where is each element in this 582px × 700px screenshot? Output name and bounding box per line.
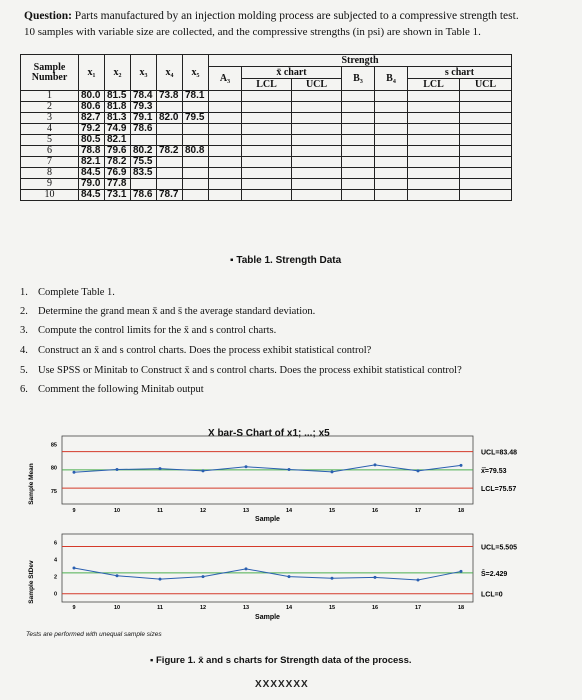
measurement-cell: 73.8: [157, 91, 183, 102]
measurement-cell: 82.1: [105, 135, 131, 146]
measurement-cell: 78.6: [131, 190, 157, 201]
data-point: [245, 465, 248, 468]
data-point: [374, 576, 377, 579]
data-point: [116, 468, 119, 471]
task-number: 6.: [20, 384, 28, 395]
x-tick-label: 9: [72, 605, 76, 611]
measurement-cell: 80.2: [131, 146, 157, 157]
task-number: 4.: [20, 345, 28, 356]
y-axis-label: Sample StDev: [28, 560, 35, 604]
measurement-cell: 81.8: [105, 102, 131, 113]
measurement-cell: 77.8: [105, 179, 131, 190]
data-point: [288, 468, 291, 471]
y-tick-label: 4: [53, 557, 57, 564]
sample-number-cell: 5: [21, 135, 79, 146]
task-number: 1.: [20, 287, 28, 298]
x-tick-label: 10: [113, 605, 121, 611]
plot-frame: [62, 534, 473, 602]
strength-header: Strength: [209, 55, 512, 67]
xbar-lcl-header: LCL: [242, 79, 292, 91]
col-x5: x₅: [183, 55, 209, 91]
data-point: [331, 577, 334, 580]
lcl-label: LCL=0: [481, 591, 503, 599]
y-tick-label: 0: [53, 591, 57, 598]
x-tick-label: 17: [414, 508, 422, 514]
data-point: [374, 463, 377, 466]
question-label: Question:: [24, 10, 72, 22]
sample-label: Sample: [33, 61, 66, 73]
y-tick-label: 85: [50, 442, 57, 449]
center-label: S̄=2.429: [481, 570, 508, 578]
task-text: Compute the control limits for the x̄ and s control charts.: [38, 325, 277, 336]
data-point: [116, 574, 119, 577]
data-point: [417, 579, 420, 582]
task-number: 5.: [20, 365, 28, 376]
col-x3: x₃: [131, 55, 157, 91]
measurement-cell: 84.5: [79, 168, 105, 179]
x-tick-label: 18: [457, 508, 465, 514]
measurement-cell: 84.5: [79, 190, 105, 201]
task-number: 3.: [20, 325, 28, 336]
x-axis-label: Sample: [255, 516, 280, 523]
x-tick-label: 18: [457, 605, 465, 611]
col-x1: x₁: [79, 55, 105, 91]
measurement-cell: 78.7: [157, 190, 183, 201]
x-tick-label: 14: [285, 508, 293, 514]
task-text: Complete Table 1.: [38, 287, 115, 298]
measurement-cell: 73.1: [105, 190, 131, 201]
ucl-label: UCL=83.48: [481, 449, 517, 457]
measurement-cell: 81.5: [105, 91, 131, 102]
redacted-text: XXXXXXX: [255, 679, 309, 690]
x-tick-label: 13: [242, 605, 250, 611]
sample-number-cell: 7: [21, 157, 79, 168]
data-point: [202, 575, 205, 578]
table-caption: ▪ Table 1. Strength Data: [230, 255, 342, 266]
measurement-cell: 80.8: [183, 146, 209, 157]
task-text: Determine the grand mean x̄̄ and s̄ the average standard deviation.: [38, 306, 316, 317]
measurement-cell: 78.1: [183, 91, 209, 102]
x-tick-label: 16: [371, 508, 379, 514]
measurement-cell: 78.6: [131, 124, 157, 135]
data-point: [245, 567, 248, 570]
s-lcl-header: LCL: [408, 79, 460, 91]
measurement-cell: 80.6: [79, 102, 105, 113]
series-line: [74, 568, 461, 580]
measurement-cell: 78.2: [105, 157, 131, 168]
sample-number-cell: 8: [21, 168, 79, 179]
data-point: [202, 469, 205, 472]
question-line2: 10 samples with variable size are collected, and the compressive strengths (in psi) are shown in Table 1.: [24, 26, 481, 38]
data-point: [417, 469, 420, 472]
figure-caption: ▪ Figure 1. x̄ and s charts for Strength data of the process.: [150, 655, 412, 666]
x-tick-label: 14: [285, 605, 293, 611]
measurement-cell: 78.8: [79, 146, 105, 157]
sample-number-cell: 4: [21, 124, 79, 135]
measurement-cell: 79.5: [183, 113, 209, 124]
y-tick-label: 80: [50, 465, 57, 472]
ucl-label: UCL=5.505: [481, 544, 517, 552]
number-label: Number: [31, 71, 68, 83]
data-point: [159, 467, 162, 470]
data-point: [73, 471, 76, 474]
x-tick-label: 15: [328, 508, 336, 514]
y-tick-label: 75: [50, 488, 57, 495]
xbar-chart-header: x̄ chart: [242, 67, 342, 79]
x-tick-label: 10: [113, 508, 121, 514]
x-tick-label: 15: [328, 605, 336, 611]
data-point: [288, 575, 291, 578]
task-text: Construct an x̄ and s control charts. Does the process exhibit statistical control?: [38, 345, 372, 356]
data-point: [460, 570, 463, 573]
measurement-cell: 79.6: [105, 146, 131, 157]
data-point: [159, 578, 162, 581]
col-b4: B₄: [375, 67, 408, 91]
task-number: 2.: [20, 306, 28, 317]
sample-number-cell: 6: [21, 146, 79, 157]
y-axis-label: Sample Mean: [28, 463, 35, 505]
measurement-cell: 79.3: [131, 102, 157, 113]
col-x4: x₄: [157, 55, 183, 91]
question-text: Parts manufactured by an injection molding process are subjected to a compressive strength test.: [71, 10, 519, 22]
s-chart-header: s chart: [408, 67, 512, 79]
measurement-cell: 79.2: [79, 124, 105, 135]
data-point: [331, 470, 334, 473]
measurement-cell: 80.0: [79, 91, 105, 102]
sample-number-cell: 3: [21, 113, 79, 124]
x-tick-label: 12: [199, 605, 207, 611]
xbar-ucl-header: UCL: [292, 79, 342, 91]
sample-number-cell: 10: [21, 190, 79, 201]
x-tick-label: 11: [157, 605, 163, 611]
s-ucl-header: UCL: [460, 79, 512, 91]
col-b3: B₃: [342, 67, 375, 91]
col-x2: x₂: [105, 55, 131, 91]
measurement-cell: 79.1: [131, 113, 157, 124]
measurement-cell: 79.0: [79, 179, 105, 190]
x-tick-label: 16: [371, 605, 379, 611]
x-tick-label: 12: [199, 508, 207, 514]
x-tick-label: 9: [72, 508, 76, 514]
task-text: Use SPSS or Minitab to Construct x̄ and s control charts. Does the process exhibit statistical control?: [38, 365, 462, 376]
sample-number-cell: 9: [21, 179, 79, 190]
measurement-cell: 76.9: [105, 168, 131, 179]
sample-number-cell: 1: [21, 91, 79, 102]
measurement-cell: 81.3: [105, 113, 131, 124]
measurement-cell: 78.2: [157, 146, 183, 157]
col-a3: A₃: [209, 67, 242, 91]
x-tick-label: 17: [414, 605, 422, 611]
data-point: [73, 567, 76, 570]
chart-title: X bar-S Chart of x1; ...; x5: [208, 428, 330, 439]
series-line: [74, 465, 461, 472]
data-point: [460, 464, 463, 467]
x-tick-label: 13: [242, 508, 250, 514]
footnote: Tests are performed with unequal sample sizes: [26, 631, 162, 638]
measurement-cell: 78.4: [131, 91, 157, 102]
x-tick-label: 11: [157, 508, 163, 514]
measurement-cell: 74.9: [105, 124, 131, 135]
center-label: x̄̄=79.53: [481, 467, 507, 475]
measurement-cell: 82.7: [79, 113, 105, 124]
sample-number-cell: 2: [21, 102, 79, 113]
measurement-cell: 82.1: [79, 157, 105, 168]
y-tick-label: 6: [53, 540, 57, 547]
lcl-label: LCL=75.57: [481, 486, 517, 494]
x-axis-label: Sample: [255, 614, 280, 621]
task-text: Comment the following Minitab output: [38, 384, 204, 395]
measurement-cell: 75.5: [131, 157, 157, 168]
measurement-cell: 83.5: [131, 168, 157, 179]
y-tick-label: 2: [53, 574, 57, 581]
measurement-cell: 82.0: [157, 113, 183, 124]
measurement-cell: 80.5: [79, 135, 105, 146]
